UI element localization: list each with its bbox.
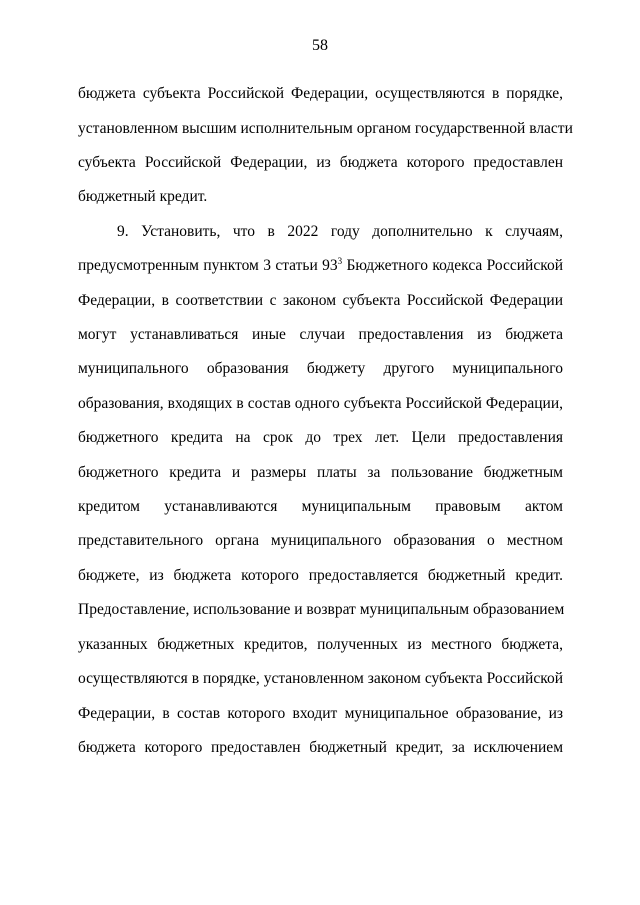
text-line: Федерации, в состав которого входит муниципальное образование, из xyxy=(78,705,563,722)
text-line: бюджетный кредит. xyxy=(78,188,208,205)
text-line: бюджета субъекта Российской Федерации, осуществляются в порядке, xyxy=(78,85,563,102)
page-number: 58 xyxy=(312,37,328,54)
text-line: Федерации, в соответствии с законом субъекта Российской Федерации xyxy=(78,292,563,309)
text-line: осуществляются в порядке, установленном законом субъекта Российской xyxy=(78,670,563,687)
superscript: 3 xyxy=(337,256,343,266)
text-line: муниципального образования бюджету другого муниципального xyxy=(78,360,563,377)
text-line: бюджетного кредита на срок до трех лет. Цели предоставления xyxy=(78,429,563,446)
text-line: бюджетного кредита и размеры платы за пользование бюджетным xyxy=(78,464,563,481)
text-segment: Бюджетного кодекса Российской xyxy=(342,257,564,274)
text-line: могут устанавливаться иные случаи предоставления из бюджета xyxy=(78,326,563,343)
text-line: бюджете, из бюджета которого предоставляется бюджетный кредит. xyxy=(78,567,563,584)
text-line: указанных бюджетных кредитов, полученных из местного бюджета, xyxy=(78,636,563,653)
text-line: образования, входящих в состав одного субъекта Российской Федерации, xyxy=(78,395,563,412)
text-line: Предоставление, использование и возврат муниципальным образованием xyxy=(78,601,565,618)
text-line: кредитом устанавливаются муниципальным правовым актом xyxy=(78,498,563,515)
text-line: бюджета которого предоставлен бюджетный кредит, за исключением xyxy=(78,739,563,756)
text-segment: предусмотренным пунктом 3 статьи 93 xyxy=(78,257,338,274)
text-line: субъекта Российской Федерации, из бюджета которого предоставлен xyxy=(78,154,563,171)
text-line: представительного органа муниципального образования о местном xyxy=(78,532,563,549)
text-line-with-superscript xyxy=(78,256,563,276)
paragraph-9-first-line: 9. Установить, что в 2022 году дополнительно к случаям, xyxy=(117,223,563,240)
text-line: установленном высшим исполнительным органом государственной власти xyxy=(78,120,573,137)
